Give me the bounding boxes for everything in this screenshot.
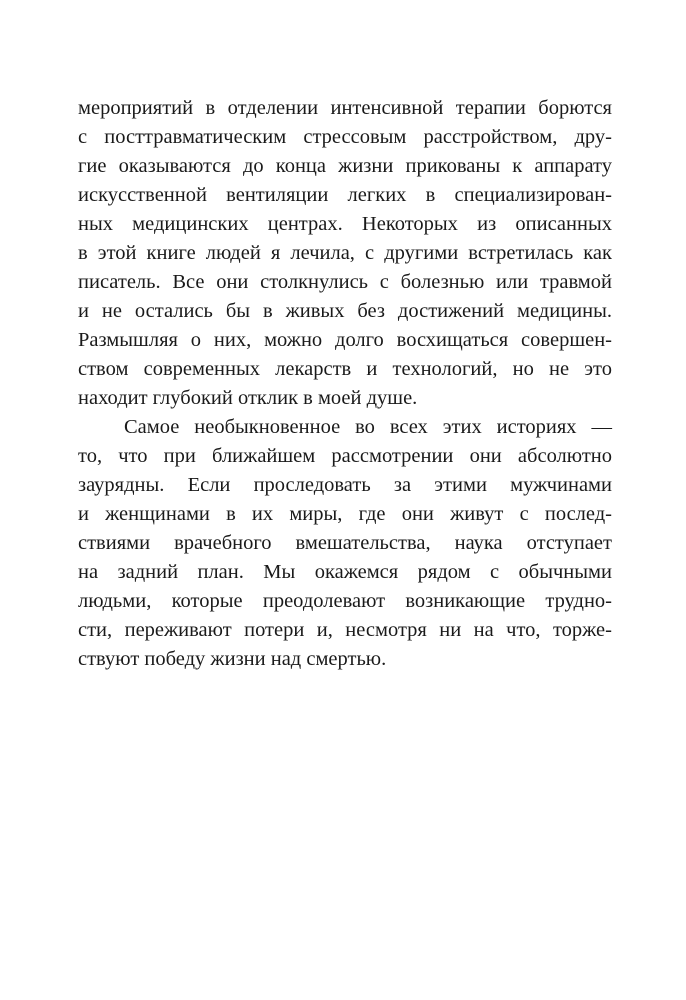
paragraph-2 bbox=[78, 413, 612, 674]
text-line: и не остались бы в живых без достижений медицины. bbox=[78, 300, 612, 322]
text-line: то, что при ближайшем рассмотрении они абсолютно bbox=[78, 445, 612, 467]
text-line: ствиями врачебного вмешательства, наука отступает bbox=[78, 532, 612, 554]
body-text bbox=[78, 94, 612, 674]
text-line: на задний план. Мы окажемся рядом с обычными bbox=[78, 561, 612, 583]
text-line: сти, переживают потери и, несмотря ни на что, торже- bbox=[78, 619, 612, 641]
text-line: находит глубокий отклик в моей душе. bbox=[78, 387, 418, 409]
text-line: гие оказываются до конца жизни прикованы к аппарату bbox=[78, 155, 612, 177]
text-line: заурядны. Если проследовать за этими мужчинами bbox=[78, 474, 612, 496]
text-line: и женщинами в их миры, где они живут с послед- bbox=[78, 503, 612, 525]
text-line: людьми, которые преодолевают возникающие трудно- bbox=[78, 590, 612, 612]
text-line: искусственной вентиляции легких в специализирован- bbox=[78, 184, 612, 206]
text-line: ствуют победу жизни над смертью. bbox=[78, 648, 387, 670]
text-line: с посттравматическим стрессовым расстройством, дру- bbox=[78, 126, 612, 148]
text-line: мероприятий в отделении интенсивной терапии борются bbox=[78, 97, 612, 119]
text-line: в этой книге людей я лечила, с другими встретилась как bbox=[78, 242, 612, 264]
text-line: Размышляя о них, можно долго восхищаться совершен- bbox=[78, 329, 612, 351]
text-line: ных медицинских центрах. Некоторых из описанных bbox=[78, 213, 612, 235]
text-line: ством современных лекарств и технологий, но не это bbox=[78, 358, 612, 380]
text-line: писатель. Все они столкнулись с болезнью или травмой bbox=[78, 271, 612, 293]
paragraph-1 bbox=[78, 94, 612, 413]
text-line: Самое необыкновенное во всех этих историях — bbox=[124, 416, 612, 438]
